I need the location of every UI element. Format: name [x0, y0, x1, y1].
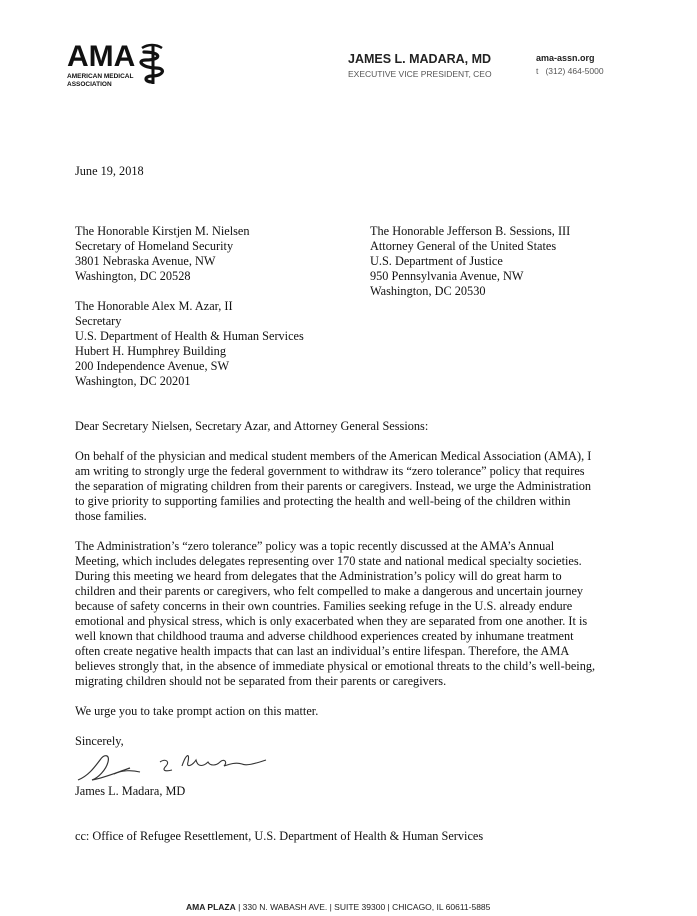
recipient-sessions — [370, 224, 570, 299]
address-line: 950 Pennsylvania Avenue, NW — [370, 269, 524, 283]
text-line: Meeting, which includes delegates representing over 170 state and national medical specialty societies. — [75, 554, 582, 568]
closing: Sincerely, — [75, 734, 124, 748]
text-line: During this meeting we heard from delegates that the Administration’s policy will do great harm to — [75, 569, 562, 583]
address-line: Washington, DC 20201 — [75, 374, 191, 388]
caduceus-icon — [138, 42, 168, 86]
letter-date: June 19, 2018 — [75, 164, 144, 178]
ama-logo — [67, 40, 177, 92]
body-paragraph-1 — [75, 449, 591, 524]
address-line: The Honorable Alex M. Azar, II — [75, 299, 233, 313]
address-line: The Honorable Kirstjen M. Nielsen — [75, 224, 250, 238]
signer-name: James L. Madara, MD — [75, 784, 186, 798]
sender-title: EXECUTIVE VICE PRESIDENT, CEO — [348, 69, 492, 79]
text-line: often create negative health impacts that can last an individual’s entire lifespan. Therefore, the AMA — [75, 644, 570, 658]
text-line: emotional and physical stress, which is only exacerbated when they are separated from one another. It is — [75, 614, 588, 628]
recipient-nielsen — [75, 224, 250, 284]
text-line: am writing to strongly urge the federal government to withdraw its “zero tolerance” policy that requires — [75, 464, 585, 478]
body-paragraph-2 — [75, 539, 595, 689]
address-line: U.S. Department of Justice — [370, 254, 503, 268]
address-line: The Honorable Jefferson B. Sessions, III — [370, 224, 571, 238]
address-line: Washington, DC 20530 — [370, 284, 486, 298]
logo-org-line2: ASSOCIATION — [67, 81, 112, 88]
cc-line: cc: Office of Refugee Resettlement, U.S. Department of Health & Human Services — [75, 829, 484, 843]
signature-image — [74, 748, 274, 786]
text-line: children and their parents or caregivers, who felt compelled to make a dangerous and uncertain journey — [75, 584, 584, 598]
footer-label: AMA PLAZA — [186, 902, 236, 912]
sender-name: JAMES L. MADARA, MD — [348, 52, 492, 66]
address-line: 3801 Nebraska Avenue, NW — [75, 254, 216, 268]
address-line: Secretary — [75, 314, 122, 328]
address-line: Attorney General of the United States — [370, 239, 557, 253]
address-line: Washington, DC 20528 — [75, 269, 191, 283]
logo-wordmark: AMA — [67, 40, 136, 73]
logo-org-line1: AMERICAN MEDICAL — [67, 73, 134, 80]
address-line: Secretary of Homeland Security — [75, 239, 234, 253]
text-line: On behalf of the physician and medical student members of the American Medical Association (AMA), I — [75, 449, 592, 463]
text-line: to give priority to supporting families and protecting the health and well-being of the children within — [75, 494, 571, 508]
recipient-azar — [75, 299, 304, 389]
address-line: 200 Independence Avenue, SW — [75, 359, 230, 373]
text-line: believes strongly that, in the absence of immediate physical or emotional threats to the child’s well-being, — [75, 659, 596, 673]
text-line: the separation of migrating children from their parents or caregivers. Instead, we urge the Administration — [75, 479, 592, 493]
text-line: because of safety concerns in their own countries. Families seeking refuge in the U.S. already endure — [75, 599, 573, 613]
address-line: Hubert H. Humphrey Building — [75, 344, 226, 358]
text-line: well known that childhood trauma and adverse childhood experiences created by inhumane treatment — [75, 629, 574, 643]
footer-address — [186, 902, 490, 912]
website: ama-assn.org — [536, 53, 595, 63]
phone: t (312) 464-5000 — [536, 66, 604, 76]
body-paragraph-3: We urge you to take prompt action on this matter. — [75, 704, 319, 718]
footer-street: | 330 N. WABASH AVE. | SUITE 39300 | CHICAGO, IL 60611-5885 — [235, 902, 491, 912]
salutation: Dear Secretary Nielsen, Secretary Azar, and Attorney General Sessions: — [75, 419, 429, 433]
text-line: migrating children should not be separated from their parents or caregivers. — [75, 674, 447, 688]
text-line: The Administration’s “zero tolerance” policy was a topic recently discussed at the AMA’s Annual — [75, 539, 555, 553]
address-line: U.S. Department of Health & Human Services — [75, 329, 304, 343]
text-line: those families. — [75, 509, 147, 523]
